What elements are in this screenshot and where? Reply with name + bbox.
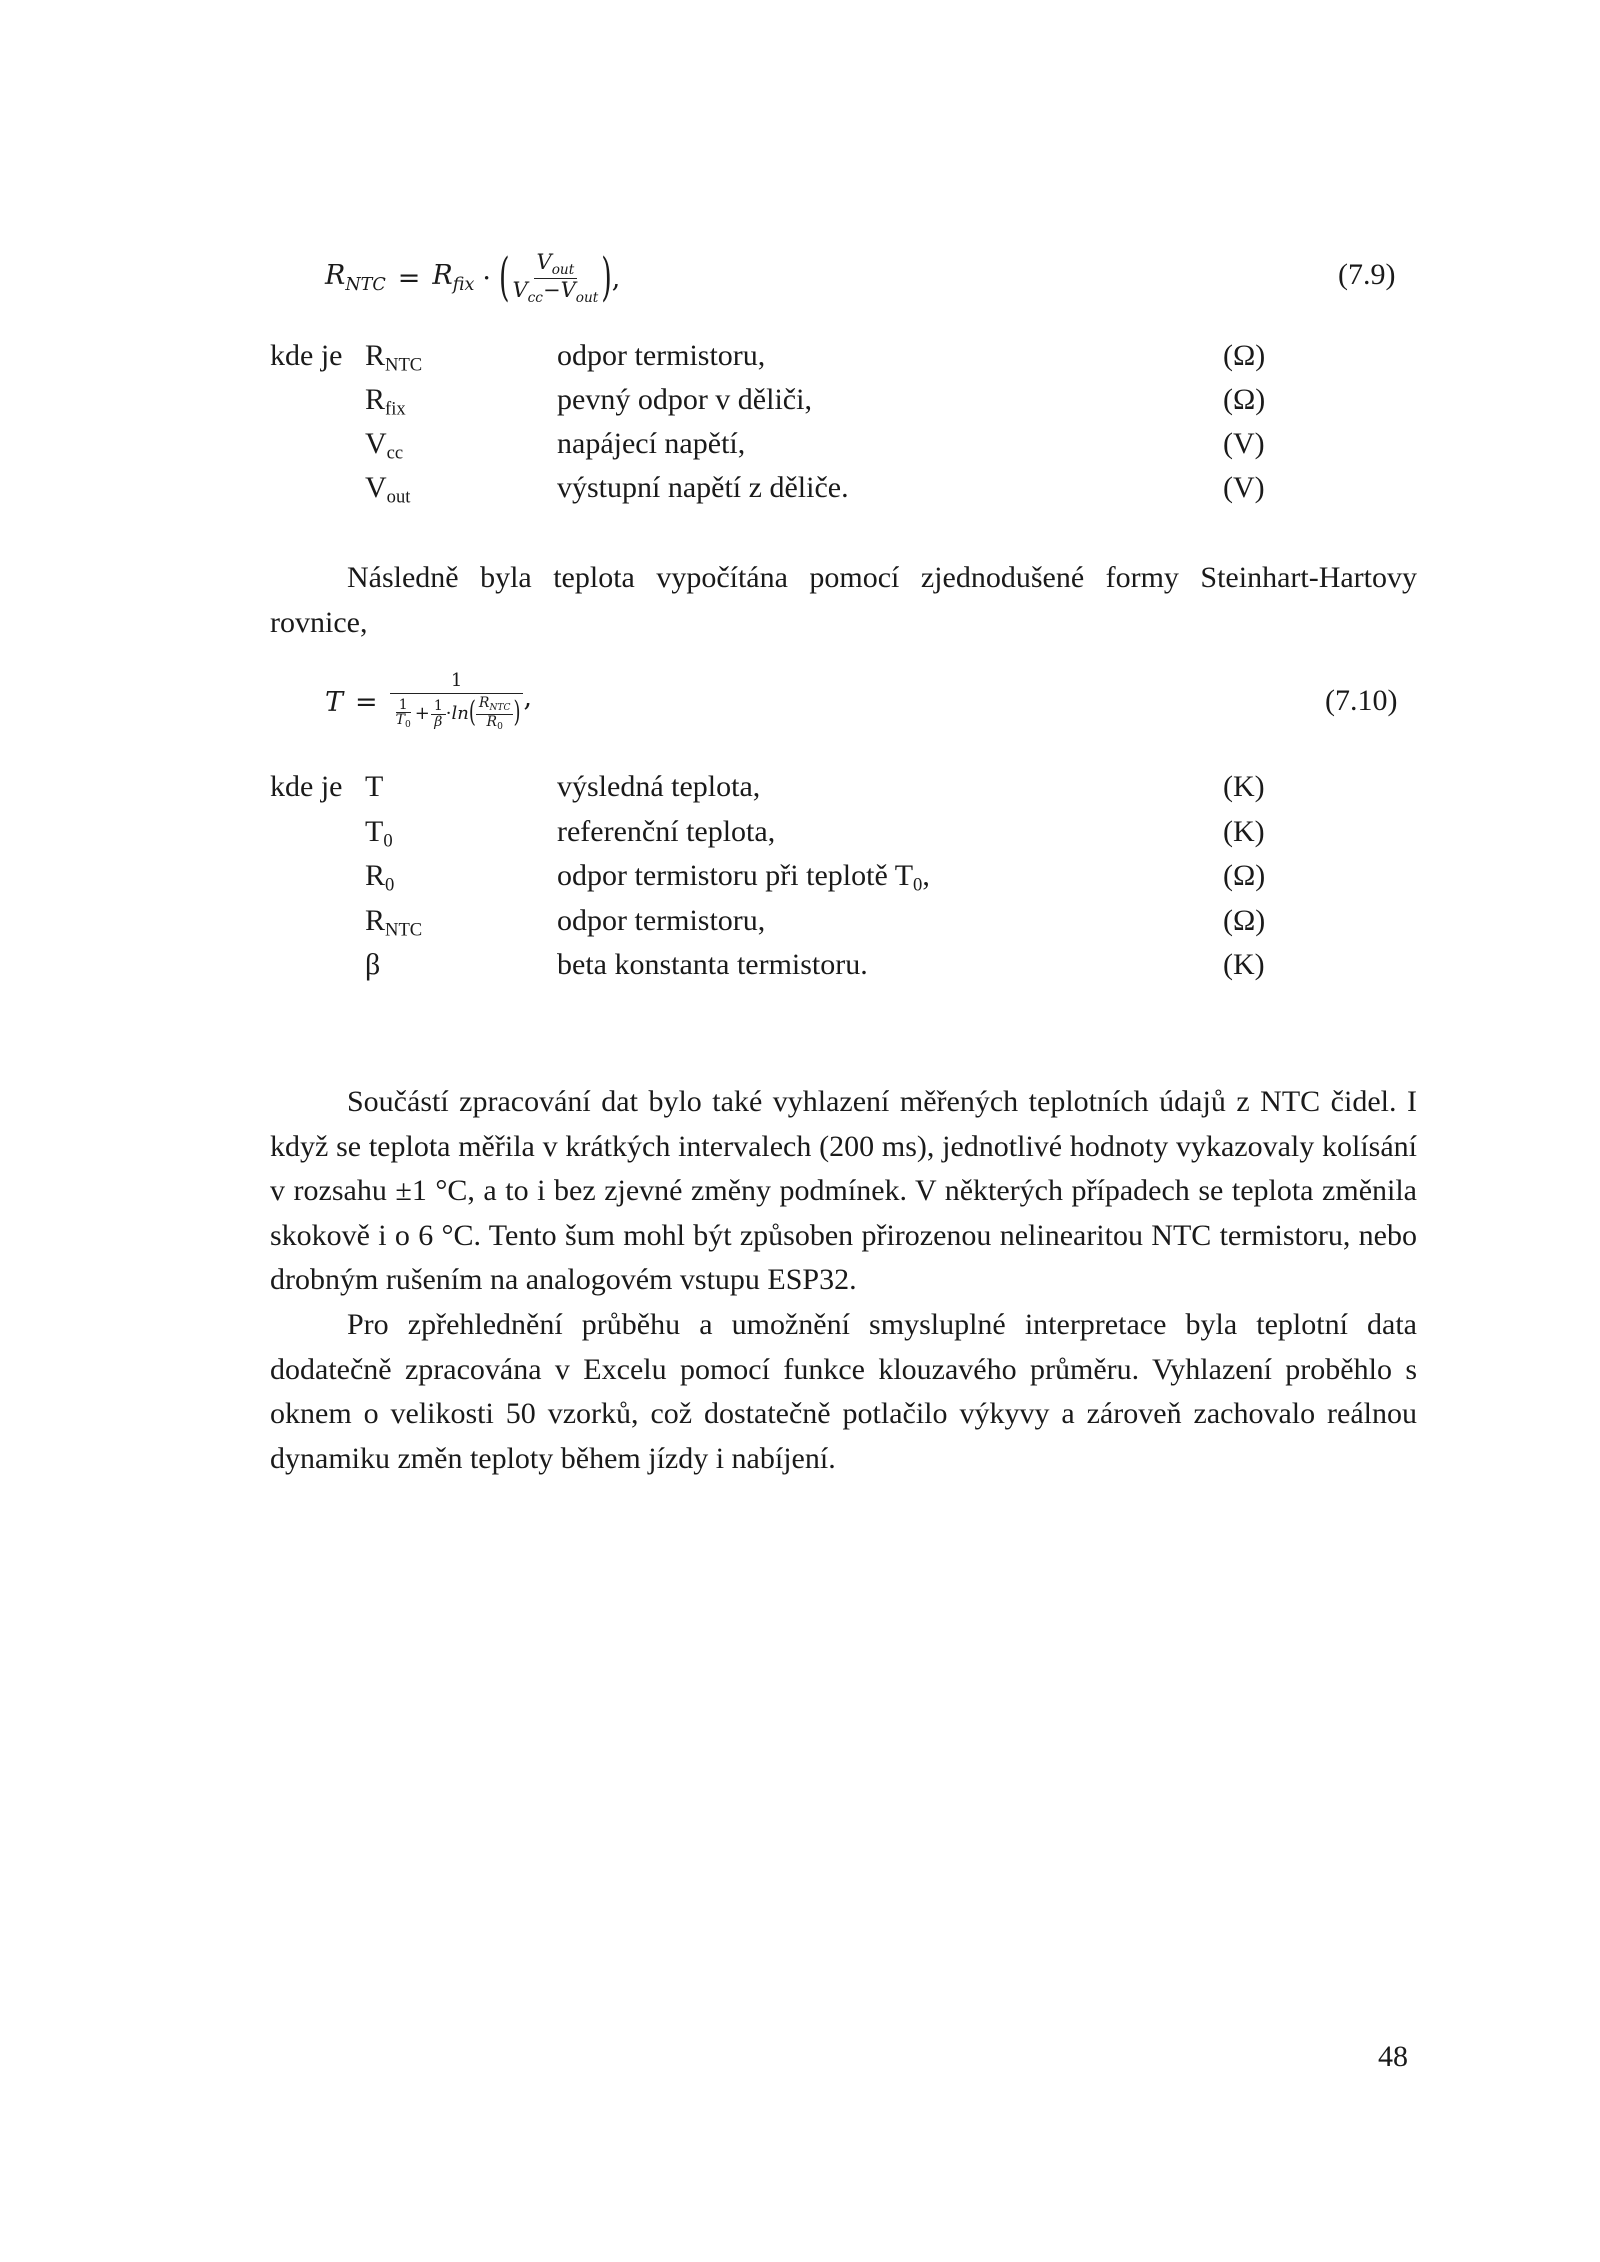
eq710-denominator — [390, 694, 524, 732]
legend-lead: kde je — [270, 770, 343, 803]
page-number: 48 — [1378, 2040, 1408, 2073]
legend-description: pevný odpor v děliči, — [557, 383, 812, 416]
legend-row — [270, 899, 1270, 943]
legend-7-9 — [270, 334, 1270, 514]
eq710-lhs: T — [325, 687, 344, 718]
eq710-left-paren: ( — [468, 696, 476, 730]
legend-symbol: T — [365, 770, 384, 803]
eq710-numerator: 1 — [390, 672, 524, 694]
legend-unit: (K) — [1223, 814, 1265, 848]
legend-unit: (Ω) — [1223, 903, 1266, 937]
body-paragraph: Součástí zpracování dat bylo také vyhlazení měřených teplotních údajů z NTC čidel. I když se teplota měřila v krátkých intervalech (200 ms), jednotlivé hodnoty vykazovaly kolísání v rozsahu ±1 °C, a to i bez zjevné změny podmínek. V některých případech se teplota změnila skokově i o 6 °C. Tento šum mohl být způsoben přirozenou nelinearitou NTC termistoru, nebo drobným rušením na analogovém vstupu ESP32. — [270, 1085, 1417, 1297]
eq710-fraction — [390, 672, 524, 732]
legend-symbol: RNTC — [365, 339, 423, 376]
eq79-lhs: $R_{NTC}$ — [325, 260, 386, 296]
legend-symbol: Vout — [365, 471, 411, 508]
legend-row — [270, 943, 1270, 987]
intro-paragraph-text: Následně byla teplota vypočítána pomocí zjednodušené formy Steinhart-Hartovy rovnice, — [270, 561, 1417, 639]
legend-row — [270, 765, 1270, 809]
eq79-comma: , — [611, 262, 621, 294]
eq710-ratio: $\frac{R_{NTC}}{R_0}$ — [476, 696, 514, 732]
legend-symbol: Rfix — [365, 383, 406, 420]
legend-symbol: T0 — [365, 814, 393, 852]
eq710-plus: + — [414, 702, 430, 724]
eq710-right-paren: ) — [513, 696, 521, 730]
eq710-inv-t0: $\frac{1}{T_0}$ — [395, 696, 411, 731]
legend-row — [270, 810, 1270, 854]
intro-paragraph — [270, 556, 1417, 645]
eq79-left-paren: ( — [498, 248, 510, 308]
legend-symbol: R0 — [365, 859, 395, 896]
legend-row — [270, 378, 1270, 422]
equation-number-7-10: (7.10) — [1325, 684, 1398, 717]
legend-unit: (V) — [1223, 471, 1265, 504]
legend-symbol: β — [365, 948, 381, 981]
eq79-numerator: $V_{out}$ — [534, 251, 578, 278]
legend-description: napájecí napětí, — [557, 427, 746, 460]
legend-unit: (K) — [1223, 948, 1265, 981]
eq710-dot: · — [445, 702, 452, 724]
eq79-rfix: $R_{fix}$ — [432, 260, 475, 296]
legend-description: výsledná teplota, — [557, 770, 761, 803]
eq79-equals: = — [397, 262, 421, 294]
legend-unit: (K) — [1223, 770, 1265, 803]
eq710-equals: = — [355, 687, 378, 718]
eq79-dot: · — [482, 262, 491, 294]
eq710-inv-beta: $\frac{1}{\beta}$ — [431, 699, 446, 729]
eq710-comma: , — [523, 682, 533, 713]
eq710-ln: ln — [451, 702, 469, 724]
body-text — [270, 1080, 1417, 1481]
body-paragraph: Pro zpřehlednění průběhu a umožnění smysluplné interpretace byla teplotní data dodatečně zpracována v Excelu pomocí funkce klouzavého průměru. Vyhlazení proběhlo s oknem o velikosti 50 vzorků, což dostatečně potlačilo výkyvy a zároveň zachovalo reálnou dynamiku změn teploty během jízdy i nabíjení. — [270, 1307, 1417, 1475]
legend-description: referenční teplota, — [557, 814, 776, 848]
legend-symbol: Vcc — [365, 427, 404, 464]
equation-7-9 — [325, 243, 620, 313]
legend-description: odpor termistoru při teplotě T0, — [557, 859, 930, 896]
legend-lead: kde je — [270, 339, 343, 372]
legend-row — [270, 854, 1270, 898]
legend-row — [270, 422, 1270, 466]
eq79-right-paren: ) — [601, 248, 612, 308]
eq79-denominator: $V_{cc}-V_{out}$ — [512, 277, 599, 306]
legend-unit: (V) — [1223, 427, 1265, 460]
legend-row — [270, 466, 1270, 510]
eq79-fraction — [510, 251, 602, 304]
legend-unit: (Ω) — [1223, 859, 1266, 892]
equation-number-7-9: (7.9) — [1338, 258, 1396, 291]
legend-description: beta konstanta termistoru. — [557, 948, 868, 981]
legend-description: odpor termistoru, — [557, 903, 766, 937]
equation-7-10 — [325, 660, 532, 745]
legend-symbol: RNTC — [365, 903, 423, 941]
legend-unit: (Ω) — [1223, 339, 1266, 372]
legend-description: odpor termistoru, — [557, 339, 766, 372]
legend-row — [270, 334, 1270, 378]
legend-7-10 — [270, 765, 1270, 990]
legend-unit: (Ω) — [1223, 383, 1266, 416]
legend-description: výstupní napětí z děliče. — [557, 471, 849, 504]
